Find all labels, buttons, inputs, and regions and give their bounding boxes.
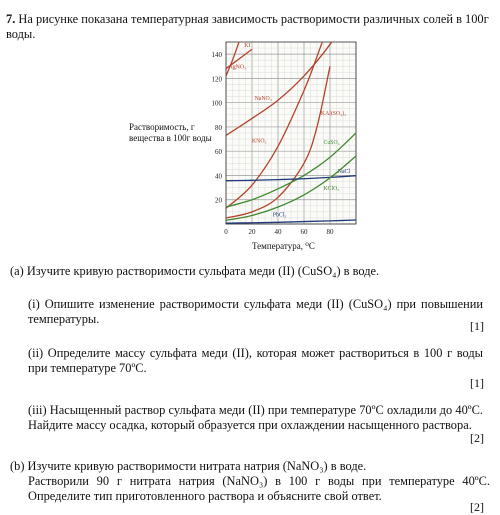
y-tick-label: 120 (211, 75, 222, 84)
task-b-text: Растворили 90 г нитрата натрия (NaNO₃) в 100 г воды при температуре 40ºС. Определите тип приготовленного раствора и объясните свой ответ. (28, 474, 490, 503)
series-label: KI (244, 42, 251, 49)
x-tick-label: 80 (326, 228, 334, 236)
y-tick-label: 20 (215, 196, 222, 205)
series-label: CuSO₄ (323, 139, 340, 146)
task-a-i: (i) Опишите изменение растворимости сульфата меди (II) (CuSO₄) при повышении температуры. (28, 297, 483, 326)
solubility-chart (200, 38, 360, 248)
x-tick-label: 40 (274, 228, 282, 236)
x-tick-label: 0 (224, 228, 228, 236)
x-tick-label: 20 (248, 228, 256, 236)
task-a-ii: (ii) Определите массу сульфата меди (II), которая может раствориться в 100 г воды при температуре 70ºС. (28, 346, 483, 375)
question-number: 7. (6, 12, 16, 26)
task-a: (a) Изучите кривую растворимости сульфата меди (II) (CuSO₄) в воде. (10, 264, 380, 278)
task-b (10, 459, 490, 504)
solubility-chart-svg (200, 38, 360, 248)
series-label: PbCl₂ (272, 212, 287, 219)
y-tick-label: 40 (215, 172, 222, 181)
mark-a-iii: [2] (470, 431, 484, 445)
y-tick-label: 140 (211, 51, 222, 60)
x-tick-label: 60 (300, 228, 308, 236)
y-axis-label: Растворимость, г вещества в 100г воды (129, 122, 212, 143)
series-label: AgNO₃ (228, 64, 247, 71)
series-label: KAl(SO₄)₂ (320, 110, 347, 117)
y-tick-label: 60 (215, 148, 222, 157)
question-body: На рисунке показана температурная зависимость растворимости различных солей в 100г воды. (6, 12, 489, 41)
y-tick-label: 100 (211, 99, 222, 108)
task-b-title: (b) Изучите кривую растворимости нитрата натрия (NaNO₃) в воде. (10, 459, 367, 473)
series-label: NaNO₃ (254, 96, 272, 103)
mark-b: [2] (470, 500, 484, 514)
x-axis-label: Температура, ⁰С (252, 241, 315, 251)
mark-a-i: [1] (470, 319, 484, 333)
task-a-iii: (iii) Насыщенный раствор сульфата меди (II) при температуре 70ºС охладили до 40ºС. Найдите массу осадка, который образуется при охлаждении насыщенного раствора. (28, 403, 483, 432)
series-label: KClO₃ (323, 186, 340, 193)
series-label: NaCl (337, 169, 351, 176)
y-tick-label: 80 (215, 123, 222, 132)
mark-a-ii: [1] (470, 376, 484, 390)
series-label: KNO₃ (252, 138, 267, 145)
